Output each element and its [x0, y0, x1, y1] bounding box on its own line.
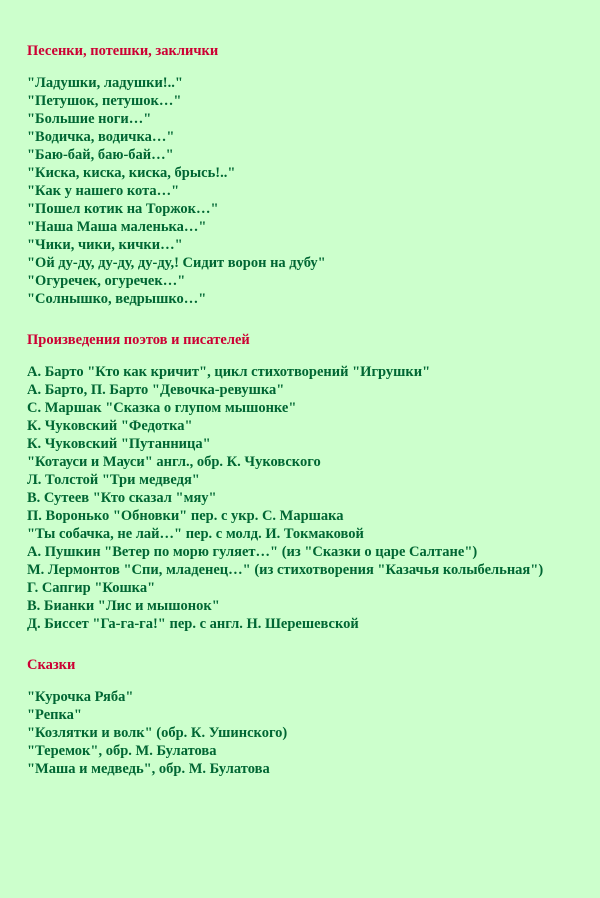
list-item: А. Пушкин "Ветер по морю гуляет…" (из "Сказки о царе Салтане"): [27, 544, 478, 560]
list-item: "Пошел котик на Торжок…": [27, 201, 219, 217]
list-item: "Большие ноги…": [27, 111, 152, 127]
section-heading: Сказки: [27, 657, 76, 673]
list-item: "Водичка, водичка…": [27, 129, 175, 145]
section-songs: [27, 42, 600, 308]
list-item: С. Маршак "Сказка о глупом мышонке": [27, 400, 297, 416]
list-item: "Чики, чики, кички…": [27, 237, 183, 253]
section-spacer: [27, 633, 600, 650]
section-fairy-tales: [27, 656, 600, 778]
list-item: М. Лермонтов "Спи, младенец…" (из стихотворения "Казачья колыбельная"): [27, 562, 544, 578]
list-item: "Наша Маша маленька…": [27, 219, 207, 235]
list-item: Г. Сапгир "Кошка": [27, 580, 156, 596]
list-item: В. Сутеев "Кто сказал "мяу": [27, 490, 217, 506]
list-item: "Огуречек, огуречек…": [27, 273, 186, 289]
list-item: "Петушок, петушок…": [27, 93, 182, 109]
list-item: К. Чуковский "Путанница": [27, 436, 211, 452]
list-item: А. Барто, П. Барто "Девочка-ревушка": [27, 382, 285, 398]
list-item: "Репка": [27, 707, 82, 723]
list-item: Д. Биссет "Га-га-га!" пер. с англ. Н. Шерешевской: [27, 616, 359, 632]
section-heading: Произведения поэтов и писателей: [27, 332, 250, 348]
list-item: "Ой ду-ду, ду-ду, ду-ду,! Сидит ворон на дубу": [27, 255, 326, 271]
list-item: В. Бианки "Лис и мышонок": [27, 598, 220, 614]
list-item: "Котауси и Мауси" англ., обр. К. Чуковского: [27, 454, 321, 470]
item-list: [27, 688, 600, 778]
list-item: "Курочка Ряба": [27, 689, 134, 705]
list-item: "Козлятки и волк" (обр. К. Ушинского): [27, 725, 288, 741]
section-authors: [27, 331, 600, 633]
list-item: "Киска, киска, киска, брысь!..": [27, 165, 236, 181]
list-item: "Маша и медведь", обр. М. Булатова: [27, 761, 270, 777]
section-heading: Песенки, потешки, заклички: [27, 43, 219, 59]
list-item: "Баю-бай, баю-бай…": [27, 147, 174, 163]
item-list: [27, 74, 600, 308]
list-item: "Ладушки, ладушки!..": [27, 75, 183, 91]
section-spacer: [27, 308, 600, 325]
list-item: Л. Толстой "Три медведя": [27, 472, 200, 488]
list-item: "Солнышко, ведрышко…": [27, 291, 207, 307]
item-list: [27, 363, 600, 633]
list-item: П. Воронько "Обновки" пер. с укр. С. Маршака: [27, 508, 344, 524]
list-item: "Как у нашего кота…": [27, 183, 180, 199]
list-item: "Теремок", обр. М. Булатова: [27, 743, 217, 759]
list-item: А. Барто "Кто как кричит", цикл стихотворений "Игрушки": [27, 364, 431, 380]
list-item: "Ты собачка, не лай…" пер. с молд. И. Токмаковой: [27, 526, 364, 542]
list-item: К. Чуковский "Федотка": [27, 418, 193, 434]
